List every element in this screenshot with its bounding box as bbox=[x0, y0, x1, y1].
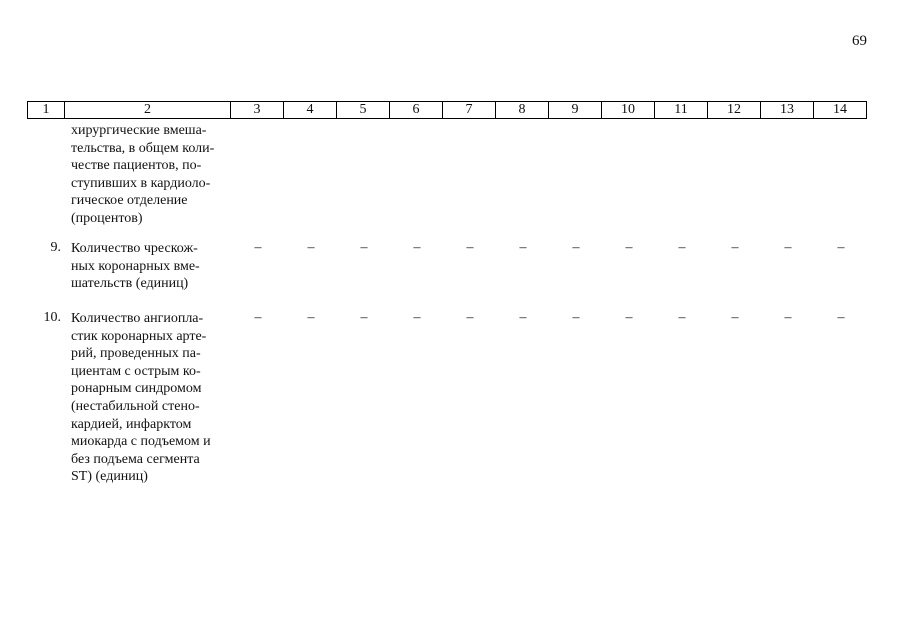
desc-line: хирургические вмеша- bbox=[71, 123, 207, 138]
desc-line: гическое отделение bbox=[71, 193, 188, 209]
value-cell: – bbox=[519, 310, 527, 325]
desc-line: циентам с острым ко- bbox=[71, 363, 201, 379]
desc-line: рий, проведенных па- bbox=[71, 346, 201, 362]
value-cell: – bbox=[413, 310, 421, 325]
desc-line: честве пациентов, по- bbox=[71, 158, 202, 174]
page-number: 69 bbox=[852, 33, 867, 49]
value-cell: – bbox=[519, 240, 527, 255]
value-cell: – bbox=[731, 310, 739, 325]
header-cell: 11 bbox=[655, 102, 708, 119]
row-description bbox=[71, 240, 225, 293]
desc-line: стик коронарных арте- bbox=[71, 328, 207, 344]
desc-line: тельства, в общем коли- bbox=[71, 140, 215, 156]
desc-line: шательств (единиц) bbox=[71, 276, 189, 292]
desc-line: Количество чрескож- bbox=[71, 241, 198, 256]
value-cell: – bbox=[625, 310, 633, 325]
header-cell: 4 bbox=[284, 102, 337, 119]
value-cell: – bbox=[784, 240, 792, 255]
desc-line: без подъема сегмента bbox=[71, 451, 200, 467]
value-cell: – bbox=[784, 310, 792, 325]
value-cell: – bbox=[466, 240, 474, 255]
desc-line: ST) (единиц) bbox=[71, 469, 148, 485]
value-cell: – bbox=[572, 240, 580, 255]
value-cell: – bbox=[413, 240, 421, 255]
row-description bbox=[71, 122, 225, 228]
value-cell: – bbox=[572, 310, 580, 325]
header-cell: 14 bbox=[814, 102, 867, 119]
column-header-table bbox=[27, 101, 867, 119]
header-cell: 13 bbox=[761, 102, 814, 119]
header-cell: 12 bbox=[708, 102, 761, 119]
row-description bbox=[71, 310, 225, 486]
header-cell: 9 bbox=[549, 102, 602, 119]
row-number: 10. bbox=[43, 310, 61, 325]
value-cell: – bbox=[837, 310, 845, 325]
header-row bbox=[28, 102, 867, 119]
value-cell: – bbox=[307, 240, 315, 255]
header-cell: 3 bbox=[231, 102, 284, 119]
header-cell: 8 bbox=[496, 102, 549, 119]
desc-line: ронарным синдромом bbox=[71, 381, 202, 397]
value-cell: – bbox=[360, 310, 368, 325]
header-cell: 10 bbox=[602, 102, 655, 119]
desc-line: (нестабильной стено- bbox=[71, 398, 200, 414]
row-number: 9. bbox=[50, 240, 61, 255]
desc-line: миокарда с подъемом и bbox=[71, 434, 211, 450]
value-cell: – bbox=[254, 240, 262, 255]
desc-line: ступивших в кардиоло- bbox=[71, 175, 211, 191]
desc-line: Количество ангиопла- bbox=[71, 311, 204, 326]
value-cell: – bbox=[625, 240, 633, 255]
value-cell: – bbox=[678, 310, 686, 325]
header-cell: 7 bbox=[443, 102, 496, 119]
desc-line: ных коронарных вме- bbox=[71, 258, 200, 274]
value-cell: – bbox=[466, 310, 474, 325]
value-cell: – bbox=[360, 240, 368, 255]
header-cell: 5 bbox=[337, 102, 390, 119]
value-cell: – bbox=[307, 310, 315, 325]
header-cell: 1 bbox=[28, 102, 65, 119]
value-cell: – bbox=[678, 240, 686, 255]
header-cell: 2 bbox=[65, 102, 231, 119]
value-cell: – bbox=[731, 240, 739, 255]
value-cell: – bbox=[254, 310, 262, 325]
header-cell: 6 bbox=[390, 102, 443, 119]
desc-line: кардией, инфарктом bbox=[71, 416, 192, 432]
value-cell: – bbox=[837, 240, 845, 255]
desc-line: (процентов) bbox=[71, 210, 143, 226]
